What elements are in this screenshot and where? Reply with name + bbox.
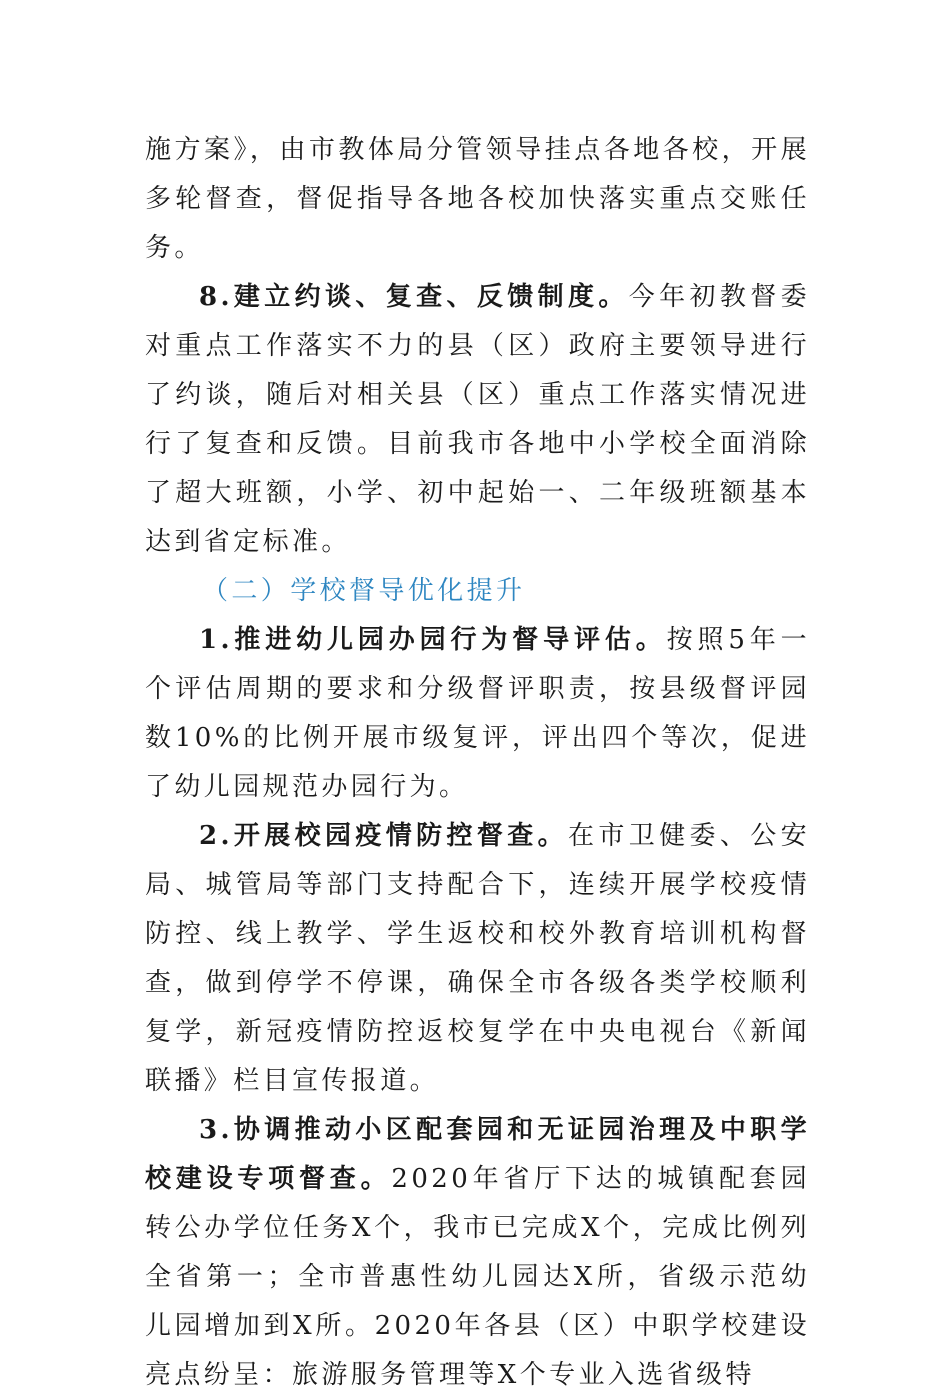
paragraph-2-body: 在市卫健委、公安局、城管局等部门支持配合下，连续开展学校疫情防控、线上教学、学生返校和校外教育培训机构督查，做到停学不停课，确保全市各级各类学校顺利复学，新冠疫情防控返校复学在中央电视台《新闻联播》栏目宣传报道。 bbox=[145, 821, 810, 1096]
paragraph-8-body: 今年初教督委对重点工作落实不力的县（区）政府主要领导进行了约谈，随后对相关县（区）重点工作落实情况进行了复查和反馈。目前我市各地中小学校全面消除了超大班额，小学、初中起始一、二年级班额基本达到省定标准。 bbox=[145, 282, 810, 557]
paragraph-8-heading: 8.建立约谈、复查、反馈制度。 bbox=[199, 282, 629, 312]
paragraph-2-heading: 2.开展校园疫情防控督查。 bbox=[199, 821, 568, 851]
paragraph-3-body: 2020年省厅下达的城镇配套园转公办学位任务X个，我市已完成X个，完成比例列全省第一；全市普惠性幼儿园达X所，省级示范幼儿园增加到X所。2020年各县（区）中职学校建设亮点纷呈：旅游服务管理等X个专业入选省级特 bbox=[145, 1164, 811, 1390]
paragraph-3 bbox=[145, 1106, 810, 1400]
paragraph-1 bbox=[145, 616, 810, 812]
paragraph-intro: 施方案》，由市教体局分管领导挂点各地各校，开展多轮督查，督促指导各地各校加快落实重点交账任务。 bbox=[145, 135, 810, 263]
paragraph-8 bbox=[145, 273, 810, 567]
paragraph-1-heading: 1.推进幼儿园办园行为督导评估。 bbox=[199, 625, 667, 655]
paragraph-2 bbox=[145, 812, 810, 1106]
paragraph-1-body: 按照5年一个评估周期的要求和分级督评职责，按县级督评园数10%的比例开展市级复评，评出四个等次，促进了幼儿园规范办园行为。 bbox=[145, 625, 810, 802]
paragraph-3-heading: 3.协调推动小区配套园和无证园治理及中职学校建设专项督查。 bbox=[145, 1115, 810, 1194]
section-title: （二）学校督导优化提升 bbox=[202, 576, 526, 606]
